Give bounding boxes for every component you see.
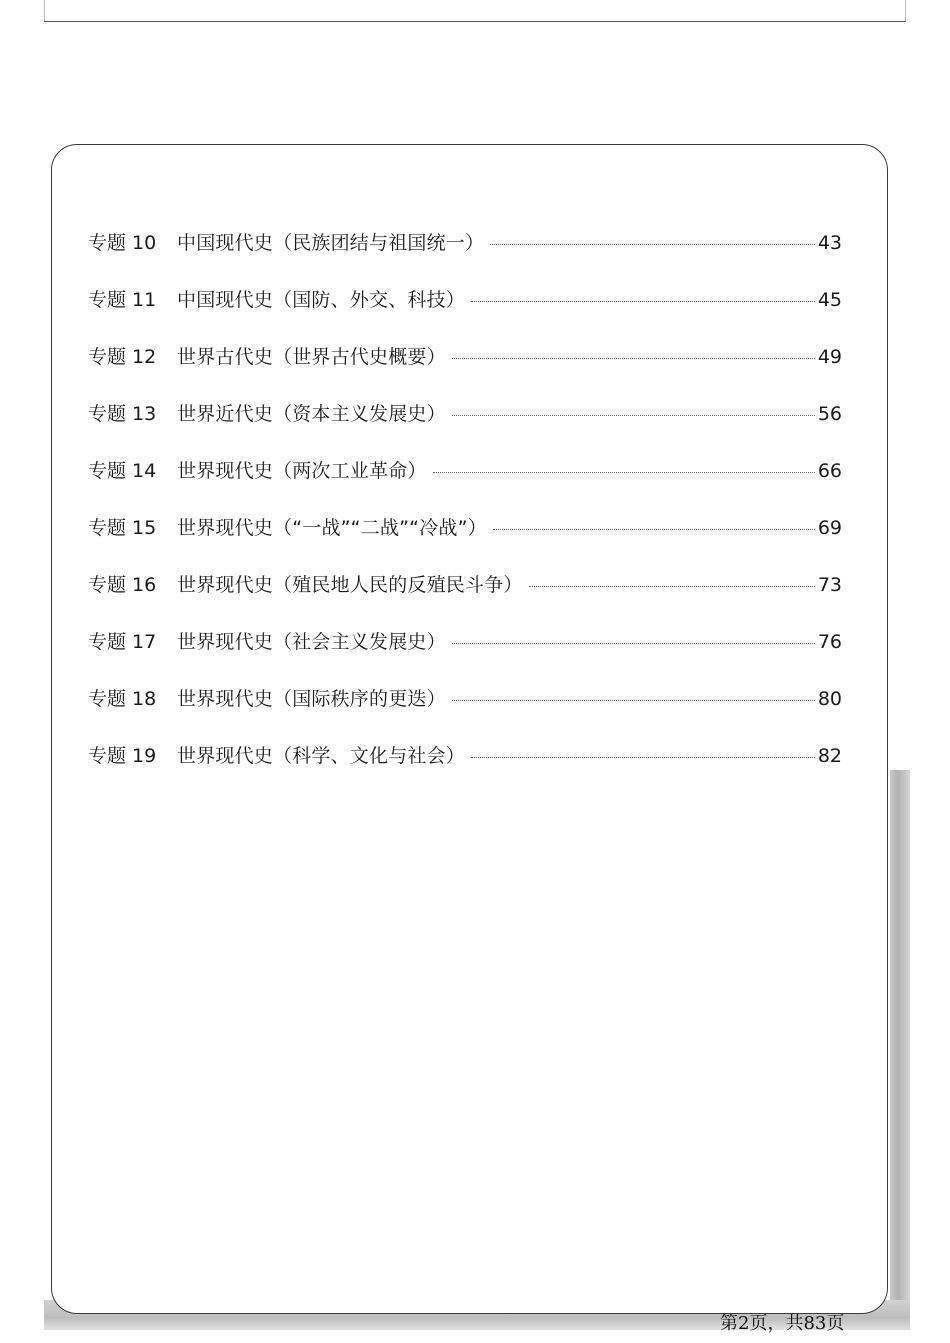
toc-entry-title: 中国现代史（国防、外交、科技） [177,288,466,311]
toc-dot-leader [471,301,815,302]
toc-entry-page: 66 [817,459,842,482]
toc-dot-leader [493,529,815,530]
toc-dot-leader [529,586,815,587]
toc-entry-number: 专题 15 [88,516,157,539]
toc-dot-leader [452,415,815,416]
toc-entry-number: 专题 12 [88,345,157,368]
toc-dot-leader [452,358,815,359]
toc-entry-page: 73 [817,573,842,596]
toc-entry-number: 专题 16 [88,573,157,596]
toc-entry[interactable] [88,385,842,442]
top-crop-mark-left [44,0,45,22]
toc-entry-title: 中国现代史（民族团结与祖国统一） [177,231,485,254]
scan-shadow-right [890,770,910,1310]
toc-entry-page: 76 [817,630,842,653]
toc-entry[interactable] [88,727,842,784]
toc-entry-page: 49 [817,345,842,368]
toc-entry-title: 世界现代史（“一战”“二战”“冷战”） [177,516,487,539]
toc-entry-number: 专题 14 [88,459,157,482]
toc-entry-page: 80 [817,687,842,710]
toc-entry-title: 世界现代史（社会主义发展史） [177,630,446,653]
toc-entry[interactable] [88,556,842,613]
toc-entry[interactable] [88,271,842,328]
toc-dot-leader [452,643,815,644]
toc-entry-page: 82 [817,744,842,767]
toc-entry[interactable] [88,499,842,556]
toc-entry-page: 56 [817,402,842,425]
toc-entry-number: 专题 17 [88,630,157,653]
toc-entry-number: 专题 18 [88,687,157,710]
table-of-contents [88,214,842,784]
toc-dot-leader [452,700,815,701]
toc-entry-page: 69 [817,516,842,539]
toc-entry[interactable] [88,442,842,499]
toc-dot-leader [471,757,815,758]
toc-entry-title: 世界现代史（殖民地人民的反殖民斗争） [177,573,523,596]
header-rule [44,21,906,22]
toc-entry[interactable] [88,670,842,727]
toc-dot-leader [490,244,815,245]
toc-entry-page: 45 [817,288,842,311]
toc-entry-title: 世界近代史（资本主义发展史） [177,402,446,425]
top-crop-mark-right [905,0,906,22]
toc-dot-leader [433,472,815,473]
toc-entry-number: 专题 19 [88,744,157,767]
toc-entry-title: 世界古代史（世界古代史概要） [177,345,446,368]
toc-entry-number: 专题 11 [88,288,157,311]
toc-entry-page: 43 [817,231,842,254]
toc-entry-number: 专题 10 [88,231,157,254]
toc-entry[interactable] [88,214,842,271]
toc-entry-title: 世界现代史（两次工业革命） [177,459,427,482]
toc-entry-title: 世界现代史（科学、文化与社会） [177,744,466,767]
toc-entry-number: 专题 13 [88,402,157,425]
page-indicator: 第2页，共83页 [720,1313,845,1334]
toc-entry[interactable] [88,328,842,385]
toc-entry[interactable] [88,613,842,670]
toc-entry-title: 世界现代史（国际秩序的更迭） [177,687,446,710]
